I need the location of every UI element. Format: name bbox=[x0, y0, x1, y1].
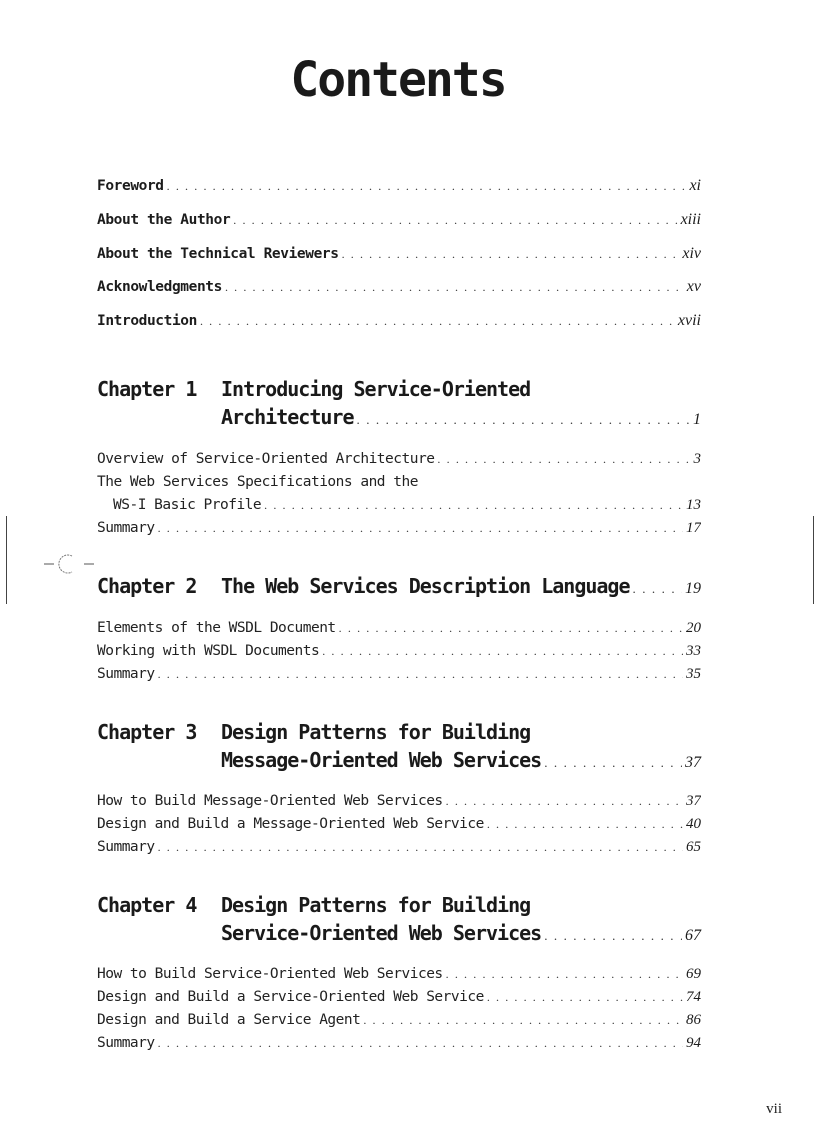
toc-entry-introduction[interactable] bbox=[97, 312, 701, 334]
chapter-title: Design Patterns for Building bbox=[221, 720, 531, 744]
dot-leader bbox=[339, 621, 683, 636]
toc-entry-page: xiv bbox=[682, 245, 701, 262]
dot-leader bbox=[544, 928, 682, 944]
chapter-number: Chapter 2 bbox=[97, 574, 197, 598]
toc-entry-foreword[interactable] bbox=[97, 177, 701, 199]
toc-section-page: 65 bbox=[686, 839, 701, 855]
registration-mark-icon bbox=[44, 549, 94, 579]
toc-section[interactable] bbox=[113, 497, 701, 517]
toc-section-page: 33 bbox=[686, 643, 701, 659]
toc-section-page: 37 bbox=[686, 793, 701, 809]
toc-section-label: Summary bbox=[97, 520, 155, 536]
dot-leader bbox=[158, 1036, 683, 1051]
toc-section-page: 35 bbox=[686, 666, 701, 682]
toc-section-label: How to Build Service-Oriented Web Services bbox=[97, 966, 443, 982]
toc-entry-acknowledgments[interactable] bbox=[97, 278, 701, 300]
chapter-3-heading[interactable] bbox=[97, 720, 530, 744]
dot-leader bbox=[322, 644, 683, 659]
chapter-1-heading[interactable] bbox=[97, 377, 530, 401]
toc-section-page: 94 bbox=[686, 1035, 701, 1051]
crop-mark-right bbox=[813, 516, 814, 604]
chapter-title-line2: Service-Oriented Web Services bbox=[221, 921, 542, 945]
toc-section-label-line1[interactable]: The Web Services Specifications and the bbox=[97, 474, 418, 490]
toc-section-label: Summary bbox=[97, 839, 155, 855]
toc-section-label: Working with WSDL Documents bbox=[97, 643, 320, 659]
chapter-number: Chapter 1 bbox=[97, 377, 197, 401]
chapter-page: 1 bbox=[693, 411, 701, 428]
toc-section-page: 3 bbox=[693, 451, 701, 467]
chapter-2-heading[interactable] bbox=[97, 574, 701, 602]
toc-section-label: Summary bbox=[97, 1035, 155, 1051]
toc-entry-label: About the Author bbox=[97, 212, 231, 228]
toc-section-page: 40 bbox=[686, 816, 701, 832]
dot-leader bbox=[487, 990, 683, 1005]
chapter-title-line2: Architecture bbox=[221, 405, 354, 429]
toc-entry-page: xv bbox=[686, 278, 701, 295]
chapter-4-title-continued[interactable] bbox=[221, 921, 701, 945]
toc-section[interactable] bbox=[97, 451, 701, 471]
page-title: Contents bbox=[290, 52, 506, 108]
dot-leader bbox=[446, 794, 683, 809]
toc-section-label: Summary bbox=[97, 666, 155, 682]
dot-leader bbox=[437, 452, 690, 467]
dot-leader bbox=[487, 817, 683, 832]
dot-leader bbox=[200, 314, 675, 329]
toc-section-label: Design and Build a Service-Oriented Web Service bbox=[97, 989, 484, 1005]
chapter-page: 37 bbox=[685, 754, 701, 771]
toc-section-page: 74 bbox=[686, 989, 701, 1005]
dot-leader bbox=[158, 667, 683, 682]
page-number: vii bbox=[766, 1101, 782, 1117]
toc-section[interactable] bbox=[97, 1012, 701, 1032]
dot-leader bbox=[544, 755, 682, 771]
chapter-3-title-continued[interactable] bbox=[221, 748, 701, 772]
toc-section[interactable] bbox=[97, 520, 701, 540]
toc-section-label: WS-I Basic Profile bbox=[113, 497, 262, 513]
toc-section-label: How to Build Message-Oriented Web Services bbox=[97, 793, 443, 809]
toc-section[interactable] bbox=[97, 666, 701, 686]
crop-mark-left bbox=[6, 516, 7, 604]
chapter-page: 19 bbox=[685, 580, 701, 597]
dot-leader bbox=[225, 280, 684, 295]
chapter-title: Introducing Service-Oriented bbox=[221, 377, 531, 401]
toc-entry-label: Acknowledgments bbox=[97, 279, 222, 295]
toc-section-label: Design and Build a Service Agent bbox=[97, 1012, 361, 1028]
toc-section-label: Design and Build a Message-Oriented Web Service bbox=[97, 816, 484, 832]
dot-leader bbox=[446, 967, 683, 982]
toc-section[interactable] bbox=[97, 989, 701, 1009]
dot-leader bbox=[233, 213, 677, 228]
toc-section[interactable] bbox=[97, 643, 701, 663]
toc-entry-label: Foreword bbox=[97, 178, 164, 194]
dot-leader bbox=[264, 498, 683, 513]
dot-leader bbox=[357, 412, 691, 428]
dot-leader bbox=[158, 840, 683, 855]
toc-section[interactable] bbox=[97, 793, 701, 813]
toc-section-page: 13 bbox=[686, 497, 701, 513]
toc-entry-label: Introduction bbox=[97, 313, 197, 329]
toc-section[interactable] bbox=[97, 1035, 701, 1055]
chapter-title-line2: Message-Oriented Web Services bbox=[221, 748, 542, 772]
toc-entry-technical-reviewers[interactable] bbox=[97, 245, 701, 267]
toc-section-page: 69 bbox=[686, 966, 701, 982]
dot-leader bbox=[633, 581, 682, 597]
toc-section-label: Overview of Service-Oriented Architecture bbox=[97, 451, 435, 467]
chapter-title: Design Patterns for Building bbox=[221, 893, 531, 917]
toc-section-page: 17 bbox=[686, 520, 701, 536]
dot-leader bbox=[167, 179, 687, 194]
toc-section-label: Elements of the WSDL Document bbox=[97, 620, 336, 636]
toc-section-page: 20 bbox=[686, 620, 701, 636]
dot-leader bbox=[342, 247, 680, 262]
toc-entry-about-author[interactable] bbox=[97, 211, 701, 233]
toc-entry-page: xi bbox=[689, 177, 701, 194]
toc-entry-page: xvii bbox=[677, 312, 701, 329]
chapter-page: 67 bbox=[685, 927, 701, 944]
dot-leader bbox=[363, 1013, 683, 1028]
chapter-title: The Web Services Description Language bbox=[221, 574, 630, 598]
toc-entry-page: xiii bbox=[680, 211, 701, 228]
chapter-4-heading[interactable] bbox=[97, 893, 530, 917]
toc-entry-label: About the Technical Reviewers bbox=[97, 246, 339, 262]
toc-section[interactable] bbox=[97, 620, 701, 640]
chapter-number: Chapter 3 bbox=[97, 720, 197, 744]
toc-section-page: 86 bbox=[686, 1012, 701, 1028]
dot-leader bbox=[158, 521, 683, 536]
chapter-number: Chapter 4 bbox=[97, 893, 197, 917]
toc-section[interactable] bbox=[97, 816, 701, 836]
chapter-1-title-continued[interactable] bbox=[221, 405, 701, 429]
toc-section[interactable] bbox=[97, 966, 701, 986]
toc-section[interactable] bbox=[97, 839, 701, 859]
